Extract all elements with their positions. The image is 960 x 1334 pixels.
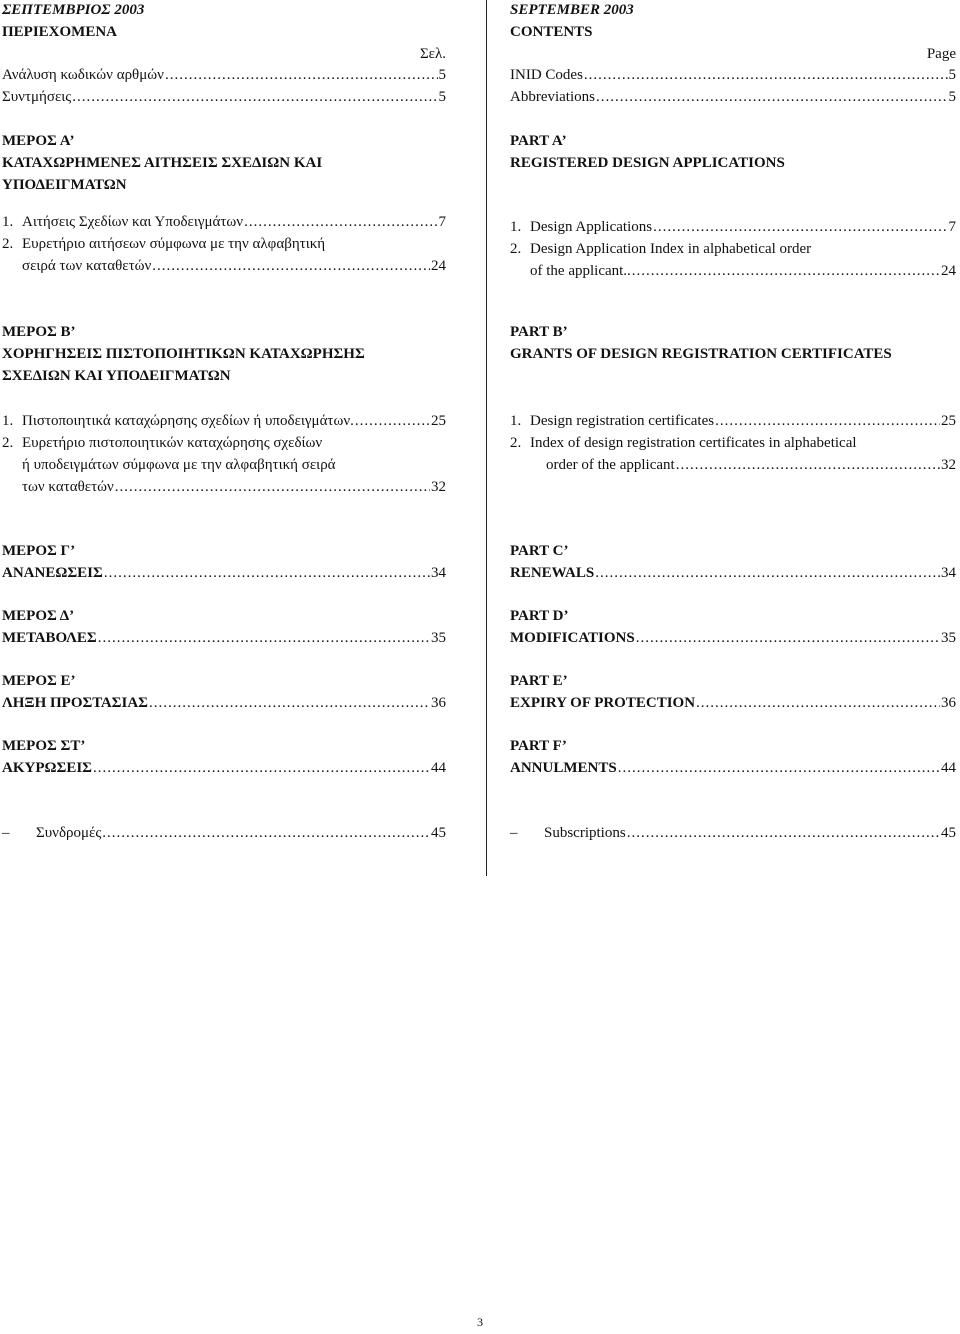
toc-entry-page: 24 <box>941 263 956 279</box>
dot-leader <box>636 627 940 649</box>
item-number: 2. <box>2 435 14 451</box>
toc-entry-page: 24 <box>431 258 446 274</box>
column-divider <box>486 0 487 876</box>
english-header <box>510 0 956 65</box>
toc-entry[interactable] <box>2 757 446 779</box>
greek-part-a <box>2 130 446 196</box>
dot-leader <box>595 562 940 584</box>
toc-entry-label: Ανάλυση κωδικών αρθμών <box>2 67 164 83</box>
part-subtitle: ΧΟΡΗΓΗΣΕΙΣ ΠΙΣΤΟΠΟΙΗΤΙΚΩΝ ΚΑΤΑΧΩΡΗΣΗΣ <box>2 346 365 362</box>
toc-entry[interactable] <box>510 64 956 86</box>
greek-intro-list <box>2 64 446 108</box>
item-number: 1. <box>510 219 522 235</box>
toc-entry-page: 32 <box>431 479 446 495</box>
greek-part-c <box>2 540 446 584</box>
dot-leader <box>676 454 940 476</box>
toc-entry-label: ΑΚΥΡΩΣΕΙΣ <box>2 760 92 776</box>
english-part-a-items <box>510 216 956 282</box>
dot-leader <box>627 822 940 844</box>
toc-entry-label: ή υποδειγμάτων σύμφωνα με την αλφαβητική σειρά <box>22 457 336 473</box>
toc-entry-page: 25 <box>941 413 956 429</box>
dash-bullet: – <box>510 825 518 841</box>
toc-entry[interactable] <box>510 822 956 844</box>
dot-leader <box>149 692 430 714</box>
toc-entry[interactable] <box>2 562 446 584</box>
dot-leader <box>115 476 430 498</box>
toc-entry-label: Abbreviations <box>510 89 595 105</box>
item-number: 2. <box>510 241 522 257</box>
dot-leader <box>715 410 940 432</box>
toc-entry-label: order of the applicant <box>546 457 675 473</box>
dot-leader <box>618 757 940 779</box>
toc-entry-label: Index of design registration certificates in alphabetical <box>530 435 857 451</box>
english-part-a <box>510 130 956 174</box>
dot-leader <box>104 562 430 584</box>
toc-entry-label: ΛΗΞΗ ΠΡΟΣΤΑΣΙΑΣ <box>2 695 148 711</box>
english-subscriptions <box>510 822 956 844</box>
toc-entry-page: 7 <box>948 219 956 235</box>
greek-part-b <box>2 321 446 387</box>
toc-entry-label: Συνδρομές <box>36 825 102 841</box>
part-title: ΜΕΡΟΣ Δ’ <box>2 608 75 624</box>
toc-entry-page: 45 <box>941 825 956 841</box>
page-number: 3 <box>477 1315 483 1329</box>
toc-entry-label: Αιτήσεις Σχεδίων και Υποδειγμάτων <box>22 214 244 230</box>
toc-entry-page: 5 <box>948 89 956 105</box>
toc-entry-label: Design registration certificates <box>530 413 715 429</box>
part-title: ΜΕΡΟΣ ΣΤ’ <box>2 738 86 754</box>
toc-entry-label: των καταθετών <box>22 479 114 495</box>
toc-entry-label: Design Application Index in alphabetical order <box>530 241 812 257</box>
toc-entry[interactable] <box>510 757 956 779</box>
toc-entry-label: ΜΕΤΑΒΟΛΕΣ <box>2 630 97 646</box>
dot-leader <box>584 64 948 86</box>
toc-entry-page: 5 <box>438 67 446 83</box>
greek-date: ΣΕΠΤΕΜΒΡΙΟΣ 2003 <box>2 2 145 18</box>
toc-entry-label: Συντμήσεις <box>2 89 72 105</box>
toc-entry-label: Ευρετήριο πιστοποιητικών καταχώρησης σχεδίων <box>22 435 323 451</box>
part-title: PART A’ <box>510 133 567 149</box>
part-subtitle: GRANTS OF DESIGN REGISTRATION CERTIFICATES <box>510 346 892 362</box>
toc-entry-label: Subscriptions <box>544 825 626 841</box>
greek-part-e <box>2 670 446 714</box>
dot-leader <box>696 692 940 714</box>
english-intro-list <box>510 64 956 108</box>
dot-leader <box>355 410 430 432</box>
toc-entry-label: ANNULMENTS <box>510 760 617 776</box>
toc-entry-label: INID Codes <box>510 67 583 83</box>
toc-entry-page: 5 <box>438 89 446 105</box>
part-subtitle: REGISTERED DESIGN APPLICATIONS <box>510 155 785 171</box>
part-subtitle: ΚΑΤΑΧΩΡΗΜΕΝΕΣ ΑΙΤΗΣΕΙΣ ΣΧΕΔΙΩΝ ΚΑΙ <box>2 155 323 171</box>
greek-header <box>2 0 446 65</box>
toc-entry[interactable] <box>2 86 446 108</box>
toc-entry[interactable] <box>2 822 446 844</box>
english-part-e <box>510 670 956 714</box>
toc-entry-label: of the applicant.. <box>530 263 631 279</box>
toc-entry[interactable] <box>510 410 956 432</box>
toc-entry-page: 36 <box>431 695 446 711</box>
english-date: SEPTEMBER 2003 <box>510 2 634 18</box>
english-part-b-items <box>510 410 956 476</box>
toc-entry[interactable] <box>2 64 446 86</box>
toc-entry[interactable] <box>2 211 446 233</box>
dot-leader <box>632 260 940 282</box>
part-subtitle: ΣΧΕΔΙΩΝ ΚΑΙ ΥΠΟΔΕΙΓΜΑΤΩΝ <box>2 368 231 384</box>
item-number: 1. <box>510 413 522 429</box>
toc-entry-page: 35 <box>941 630 956 646</box>
greek-contents-heading: ΠΕΡΙΕΧΟΜΕΝΑ <box>2 24 118 40</box>
toc-entry-page: 7 <box>438 214 446 230</box>
item-number: 1. <box>2 214 14 230</box>
dot-leader <box>165 64 438 86</box>
greek-part-b-items <box>2 410 446 498</box>
toc-entry[interactable] <box>510 562 956 584</box>
english-part-d <box>510 605 956 649</box>
part-title: PART B’ <box>510 324 568 340</box>
dot-leader <box>93 757 430 779</box>
dash-bullet: – <box>2 825 10 841</box>
greek-part-a-items <box>2 211 446 277</box>
toc-entry-page: 5 <box>948 67 956 83</box>
english-part-c <box>510 540 956 584</box>
toc-entry-page: 44 <box>431 760 446 776</box>
part-subtitle: ΥΠΟΔΕΙΓΜΑΤΩΝ <box>2 177 127 193</box>
toc-entry-page: 34 <box>431 565 446 581</box>
dot-leader <box>596 86 948 108</box>
toc-entry-label: EXPIRY OF PROTECTION <box>510 695 696 711</box>
part-title: ΜΕΡΟΣ Ε’ <box>2 673 76 689</box>
item-number: 2. <box>510 435 522 451</box>
toc-entry[interactable] <box>2 410 446 432</box>
toc-entry[interactable] <box>2 255 446 277</box>
toc-entry[interactable] <box>510 216 956 238</box>
dot-leader <box>244 211 437 233</box>
dot-leader <box>152 255 430 277</box>
greek-subscriptions <box>2 822 446 844</box>
dot-leader <box>653 216 947 238</box>
dot-leader <box>72 86 437 108</box>
toc-entry-page: 34 <box>941 565 956 581</box>
toc-entry-label: ΑΝΑΝΕΩΣΕΙΣ <box>2 565 103 581</box>
toc-entry-page: 32 <box>941 457 956 473</box>
part-title: ΜΕΡΟΣ Α’ <box>2 133 75 149</box>
dot-leader <box>102 822 430 844</box>
english-page-column-label: Page <box>926 46 956 62</box>
toc-entry[interactable] <box>510 86 956 108</box>
toc-entry-label: RENEWALS <box>510 565 595 581</box>
item-number: 2. <box>2 236 14 252</box>
toc-entry[interactable] <box>2 692 446 714</box>
toc-entry[interactable] <box>510 454 956 476</box>
toc-entry-page: 25 <box>431 413 446 429</box>
toc-entry[interactable] <box>2 476 446 498</box>
english-part-b <box>510 321 956 365</box>
toc-entry-label: σειρά των καταθετών <box>22 258 152 274</box>
toc-entry[interactable] <box>510 692 956 714</box>
part-title: PART D’ <box>510 608 569 624</box>
part-title: PART E’ <box>510 673 568 689</box>
part-title: ΜΕΡΟΣ Γ’ <box>2 543 76 559</box>
part-title: PART C’ <box>510 543 569 559</box>
dot-leader <box>98 627 430 649</box>
toc-entry-label: MODIFICATIONS <box>510 630 635 646</box>
toc-entry-page: 36 <box>941 695 956 711</box>
toc-entry-label: Πιστοποιητικά καταχώρησης σχεδίων ή υποδειγμάτων. <box>22 413 354 429</box>
part-title: ΜΕΡΟΣ Β’ <box>2 324 76 340</box>
toc-entry-label: Ευρετήριο αιτήσεων σύμφωνα με την αλφαβητική <box>22 236 326 252</box>
toc-entry[interactable] <box>2 627 446 649</box>
toc-entry[interactable] <box>510 627 956 649</box>
toc-entry-page: 44 <box>941 760 956 776</box>
toc-entry[interactable] <box>510 260 956 282</box>
toc-entry-label: Design Applications <box>530 219 653 235</box>
english-contents-heading: CONTENTS <box>510 24 593 40</box>
greek-part-f <box>2 735 446 779</box>
part-title: PART F’ <box>510 738 567 754</box>
toc-entry-page: 35 <box>431 630 446 646</box>
english-part-f <box>510 735 956 779</box>
toc-entry-page: 45 <box>431 825 446 841</box>
greek-part-d <box>2 605 446 649</box>
item-number: 1. <box>2 413 14 429</box>
greek-page-column-label: Σελ. <box>419 46 446 62</box>
